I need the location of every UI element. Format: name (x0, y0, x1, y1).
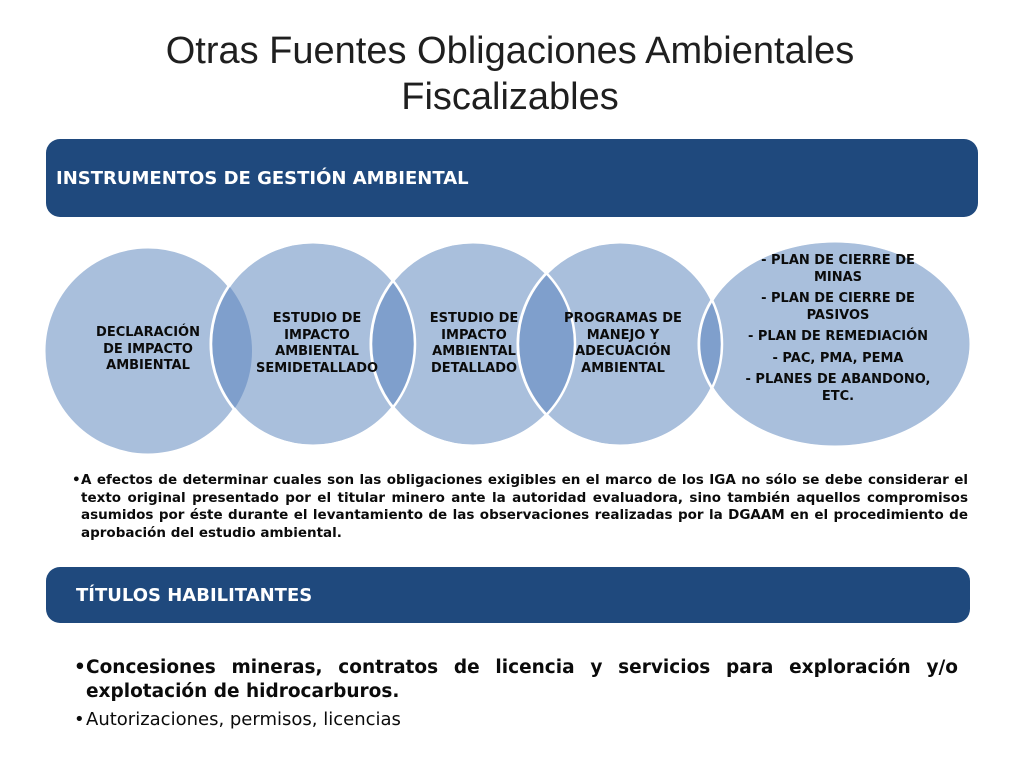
iga-note (72, 472, 968, 542)
banner-titulos-label: TÍTULOS HABILITANTES (76, 584, 313, 606)
titulos-list (74, 656, 958, 736)
bullet: • (74, 657, 86, 678)
list-item-text: Concesiones mineras, contratos de licencia y servicios para exploración y/o explotación de hidrocarburos. (86, 657, 958, 702)
list-item-text: Autorizaciones, permisos, licencias (86, 709, 401, 730)
planes-item: - PLANES DE ABANDONO, ETC. (745, 372, 931, 404)
list-item (74, 708, 958, 732)
bullet: • (74, 709, 85, 730)
circle-label-declaracion: DECLARACIÓN DE IMPACTO AMBIENTAL (96, 325, 200, 373)
slide-title-line1: Otras Fuentes Obligaciones Ambientales (165, 30, 855, 72)
circle-label-programas: PROGRAMAS DE MANEJO Y ADECUACIÓN AMBIENTAL (564, 311, 682, 376)
slide-title-line2: Fiscalizables (401, 76, 619, 118)
circle-label-detallado: ESTUDIO DE IMPACTO AMBIENTAL DETALLADO (429, 311, 519, 376)
planes-item: - PLAN DE CIERRE DE MINAS (761, 253, 915, 285)
planes-item: - PAC, PMA, PEMA (772, 350, 904, 366)
bullet: • (72, 472, 81, 488)
circle-label-semidetallado: ESTUDIO DE IMPACTO AMBIENTAL SEMIDETALLADO (256, 311, 379, 376)
planes-item: - PLAN DE REMEDIACIÓN (747, 329, 929, 344)
banner-titulos (46, 567, 970, 623)
planes-item: - PLAN DE CIERRE DE PASIVOS (761, 291, 915, 323)
planes-list (738, 253, 938, 410)
iga-note-text: A efectos de determinar cuales son las obligaciones exigibles en el marco de los IGA no sólo se debe considerar el texto original presentado por el titular minero ante la autoridad evaluadora, sino también aquellos compromisos asumidos por éste durante el levantamiento de las observaciones realizadas por la DGAAM en el procedimiento de aprobación del estudio ambiental. (81, 472, 968, 541)
banner-instrumentos-label: INSTRUMENTOS DE GESTIÓN AMBIENTAL (56, 167, 469, 189)
list-item (74, 656, 958, 704)
